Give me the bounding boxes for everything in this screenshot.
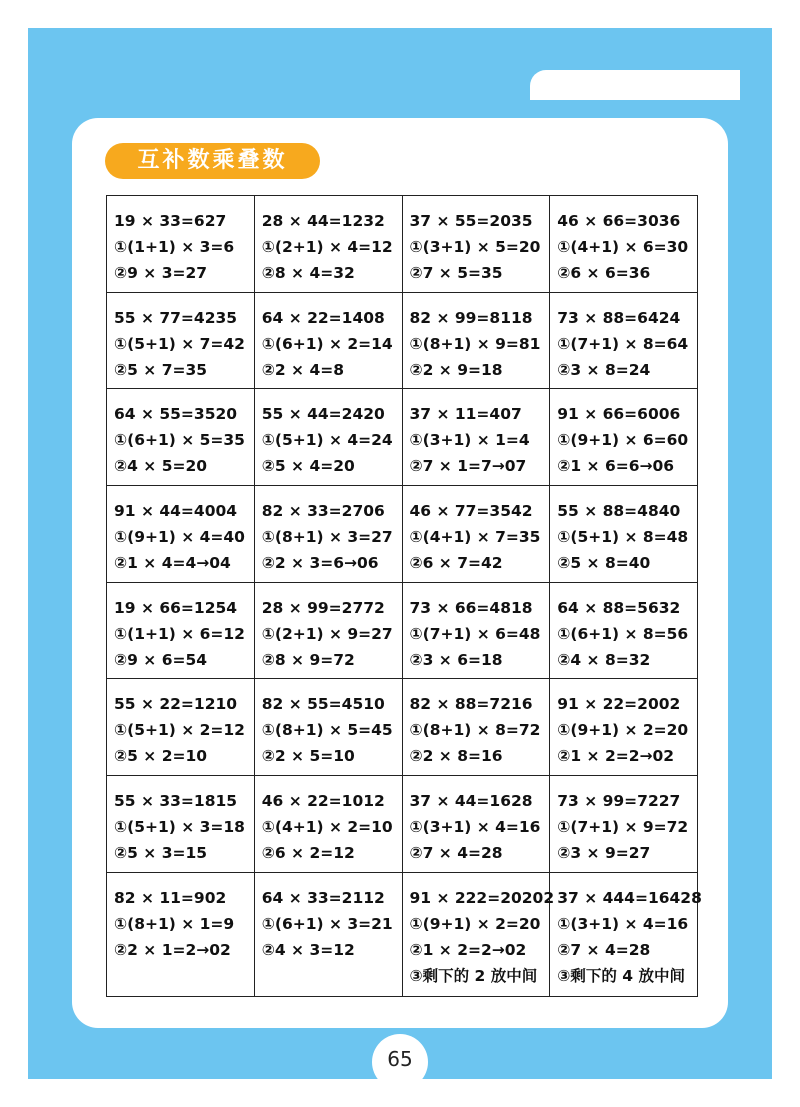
step-line: ①(5+1) × 7=42 bbox=[114, 334, 245, 353]
step-line: ②2 × 5=10 bbox=[261, 747, 355, 766]
table-row bbox=[107, 872, 698, 996]
step-line: ②6 × 6=36 bbox=[557, 264, 651, 282]
exercise-cell bbox=[254, 679, 402, 776]
step-line: ②1 × 4=4→04 bbox=[114, 554, 231, 573]
exercise-cell bbox=[107, 872, 255, 996]
step-line: ②5 × 7=35 bbox=[114, 360, 208, 379]
exercise-cell bbox=[402, 389, 550, 486]
step-line: ②7 × 4=28 bbox=[557, 940, 651, 959]
step-line: ②2 × 8=16 bbox=[409, 747, 503, 766]
step-line: ①(7+1) × 8=64 bbox=[557, 334, 689, 353]
exercise-cell bbox=[402, 776, 550, 873]
equation: 55 × 22=1210 bbox=[114, 695, 238, 714]
step-line: ②5 × 3=15 bbox=[114, 844, 208, 863]
step-line: ①(2+1) × 9=27 bbox=[261, 624, 393, 643]
step-line: ②9 × 6=54 bbox=[114, 650, 208, 669]
step-line: ②2 × 9=18 bbox=[409, 360, 503, 379]
table-row bbox=[107, 389, 698, 486]
equation: 19 × 66=1254 bbox=[114, 598, 238, 617]
exercise-cell bbox=[107, 486, 255, 583]
step-line: ①(3+1) × 5=20 bbox=[409, 238, 541, 256]
step-line: ①(9+1) × 6=60 bbox=[557, 431, 689, 450]
step-line: ②4 × 3=12 bbox=[261, 940, 355, 959]
step-line: ②2 × 3=6→06 bbox=[261, 554, 379, 573]
decorative-tab bbox=[530, 70, 740, 100]
page-title: 互补数乘叠数 bbox=[105, 143, 320, 179]
exercise-cell bbox=[254, 389, 402, 486]
equation: 37 × 55=2035 bbox=[409, 212, 533, 230]
step-line: ②6 × 2=12 bbox=[261, 844, 355, 863]
exercise-cell bbox=[402, 292, 550, 389]
step-line: ①(7+1) × 9=72 bbox=[557, 818, 689, 837]
exercise-cell bbox=[254, 486, 402, 583]
equation: 28 × 44=1232 bbox=[261, 212, 385, 230]
step-line: ①(6+1) × 2=14 bbox=[261, 334, 393, 353]
exercise-cell bbox=[550, 872, 702, 996]
equation: 91 × 22=2002 bbox=[557, 695, 681, 714]
step-line: ②8 × 9=72 bbox=[261, 650, 355, 669]
step-line: ①(7+1) × 6=48 bbox=[409, 624, 541, 643]
equation: 55 × 77=4235 bbox=[114, 308, 238, 327]
step-line: ①(4+1) × 6=30 bbox=[557, 238, 689, 256]
equation: 82 × 11=902 bbox=[114, 888, 227, 907]
step-line: ②2 × 1=2→02 bbox=[114, 940, 231, 959]
step-line: ①(5+1) × 4=24 bbox=[261, 431, 393, 450]
step-line: ②1 × 2=2→02 bbox=[557, 747, 675, 766]
step-line: ②3 × 8=24 bbox=[557, 360, 651, 379]
exercise-cell bbox=[254, 196, 402, 293]
step-line: ①(4+1) × 7=35 bbox=[409, 528, 541, 547]
equation: 55 × 33=1815 bbox=[114, 792, 238, 811]
equation: 91 × 44=4004 bbox=[114, 502, 238, 521]
equation: 82 × 55=4510 bbox=[261, 695, 385, 714]
exercise-cell bbox=[550, 776, 698, 873]
step-line: ①(4+1) × 2=10 bbox=[261, 818, 393, 837]
equation: 64 × 55=3520 bbox=[114, 405, 238, 424]
equation: 91 × 66=6006 bbox=[557, 405, 681, 424]
step-line: ②5 × 8=40 bbox=[557, 554, 651, 573]
step-line: ②2 × 4=8 bbox=[261, 360, 344, 379]
equation: 82 × 99=8118 bbox=[409, 308, 533, 327]
exercise-cell bbox=[402, 196, 550, 293]
step-line: ②4 × 5=20 bbox=[114, 457, 208, 476]
step-line: ①(8+1) × 5=45 bbox=[261, 721, 393, 740]
step-line: ①(3+1) × 4=16 bbox=[409, 818, 541, 837]
equation: 55 × 88=4840 bbox=[557, 502, 681, 521]
step-line: ①(9+1) × 2=20 bbox=[409, 914, 541, 933]
exercise-table bbox=[106, 195, 702, 997]
exercise-cell bbox=[402, 486, 550, 583]
step-line: ②7 × 1=7→07 bbox=[409, 457, 527, 476]
equation: 73 × 88=6424 bbox=[557, 308, 681, 327]
step-line: ①(6+1) × 5=35 bbox=[114, 431, 245, 450]
exercise-cell bbox=[107, 679, 255, 776]
step-line: ①(3+1) × 4=16 bbox=[557, 914, 689, 933]
step-line: ①(2+1) × 4=12 bbox=[261, 238, 393, 256]
exercise-cell bbox=[107, 196, 255, 293]
exercise-cell bbox=[550, 292, 698, 389]
equation: 64 × 88=5632 bbox=[557, 598, 681, 617]
equation: 82 × 33=2706 bbox=[261, 502, 385, 521]
step-line: ②8 × 4=32 bbox=[261, 264, 355, 282]
step-line: ②7 × 5=35 bbox=[409, 264, 503, 282]
equation: 46 × 22=1012 bbox=[261, 792, 385, 811]
equation: 64 × 33=2112 bbox=[261, 888, 385, 907]
equation: 37 × 11=407 bbox=[409, 405, 522, 424]
step-line: ①(8+1) × 9=81 bbox=[409, 334, 541, 353]
exercise-cell bbox=[254, 292, 402, 389]
step-line: ①(8+1) × 8=72 bbox=[409, 721, 541, 740]
step-line: ②6 × 7=42 bbox=[409, 554, 503, 573]
step-line: ①(9+1) × 4=40 bbox=[114, 528, 245, 547]
equation: 73 × 66=4818 bbox=[409, 598, 533, 617]
step-line: ①(8+1) × 3=27 bbox=[261, 528, 393, 547]
table-row bbox=[107, 486, 698, 583]
step-line: ②9 × 3=27 bbox=[114, 264, 208, 282]
table-row bbox=[107, 292, 698, 389]
equation: 28 × 99=2772 bbox=[261, 598, 385, 617]
step-line: ①(1+1) × 6=12 bbox=[114, 624, 245, 643]
table-row bbox=[107, 679, 698, 776]
table-row bbox=[107, 196, 698, 293]
exercise-cell bbox=[550, 389, 698, 486]
exercise-cell bbox=[107, 292, 255, 389]
exercise-cell bbox=[550, 679, 698, 776]
exercise-cell bbox=[107, 582, 255, 679]
equation: 73 × 99=7227 bbox=[557, 792, 681, 811]
equation: 19 × 33=627 bbox=[114, 212, 227, 230]
page-number: 65 bbox=[372, 1034, 428, 1090]
step-line: ③剩下的 2 放中间 bbox=[409, 966, 538, 985]
equation: 82 × 88=7216 bbox=[409, 695, 533, 714]
equation: 64 × 22=1408 bbox=[261, 308, 385, 327]
step-line: ②1 × 6=6→06 bbox=[557, 457, 675, 476]
equation: 46 × 66=3036 bbox=[557, 212, 681, 230]
step-line: ①(5+1) × 8=48 bbox=[557, 528, 689, 547]
step-line: ①(8+1) × 1=9 bbox=[114, 914, 235, 933]
equation: 91 × 222=20202 bbox=[409, 888, 555, 907]
step-line: ①(5+1) × 2=12 bbox=[114, 721, 245, 740]
step-line: ②7 × 4=28 bbox=[409, 844, 503, 863]
exercise-cell bbox=[254, 582, 402, 679]
exercise-cell bbox=[402, 872, 555, 996]
step-line: ②1 × 2=2→02 bbox=[409, 940, 527, 959]
step-line: ①(9+1) × 2=20 bbox=[557, 721, 689, 740]
step-line: ②5 × 4=20 bbox=[261, 457, 355, 476]
equation: 46 × 77=3542 bbox=[409, 502, 533, 521]
step-line: ③剩下的 4 放中间 bbox=[557, 966, 685, 985]
exercise-cell bbox=[550, 582, 698, 679]
exercise-cell bbox=[254, 776, 402, 873]
exercise-cell bbox=[107, 389, 255, 486]
table-row bbox=[107, 776, 698, 873]
step-line: ②3 × 9=27 bbox=[557, 844, 651, 863]
exercise-cell bbox=[254, 872, 402, 996]
step-line: ①(5+1) × 3=18 bbox=[114, 818, 245, 837]
step-line: ②5 × 2=10 bbox=[114, 747, 208, 766]
step-line: ①(6+1) × 8=56 bbox=[557, 624, 689, 643]
exercise-cell bbox=[402, 679, 550, 776]
step-line: ①(6+1) × 3=21 bbox=[261, 914, 393, 933]
exercise-cell bbox=[107, 776, 255, 873]
exercise-cell bbox=[550, 486, 698, 583]
step-line: ①(1+1) × 3=6 bbox=[114, 238, 235, 256]
equation: 55 × 44=2420 bbox=[261, 405, 385, 424]
step-line: ②3 × 6=18 bbox=[409, 650, 503, 669]
step-line: ①(3+1) × 1=4 bbox=[409, 431, 530, 450]
step-line: ②4 × 8=32 bbox=[557, 650, 651, 669]
equation: 37 × 44=1628 bbox=[409, 792, 533, 811]
table-row bbox=[107, 582, 698, 679]
equation: 37 × 444=16428 bbox=[557, 888, 702, 907]
exercise-cell bbox=[402, 582, 550, 679]
exercise-cell bbox=[550, 196, 698, 293]
